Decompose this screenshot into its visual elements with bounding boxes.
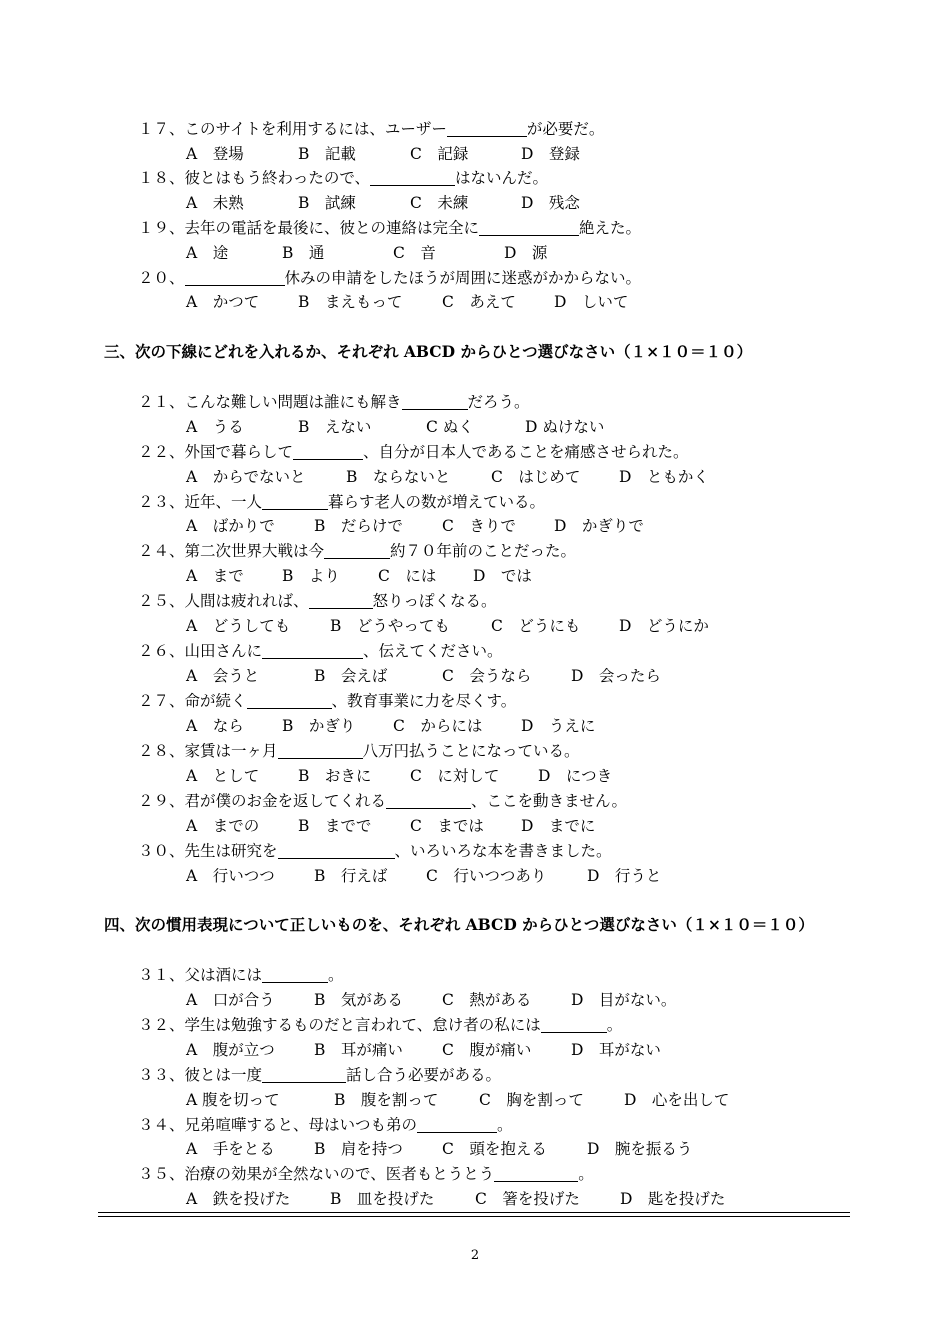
option-c: C までは	[410, 817, 484, 835]
option-d: D 目がない。	[571, 991, 677, 1009]
option-c: C 記録	[410, 145, 469, 163]
option-d: D までに	[521, 817, 596, 835]
question-19: １９、去年の電話を最後に、彼との連絡は完全に 絶えた。	[138, 219, 642, 237]
question-32: ３２、学生は勉強するものだと言われて、怠け者の私には 。	[138, 1016, 623, 1034]
option-d: D では	[473, 567, 532, 585]
option-a: A うる	[186, 418, 244, 436]
option-b: B 気がある	[314, 991, 403, 1009]
section-heading-4: 四、次の慣用表現について正しいものを、それぞれ ABCD からひとつ選びなさい（１×１０＝１０）	[104, 915, 814, 934]
option-a: A 途	[186, 244, 229, 262]
option-d: D につき	[538, 767, 613, 785]
option-a: A どうしても	[186, 617, 291, 635]
answer-blank	[447, 120, 527, 137]
option-a: A までの	[186, 817, 260, 835]
option-b: B ならないと	[346, 468, 451, 486]
section-heading-3: 三、次の下線にどれを入れるか、それぞれ ABCD からひとつ選びなさい（１×１０＝１０）	[104, 342, 753, 361]
question-27: ２７、命が続く 、教育事業に力を尽くす。	[138, 692, 517, 710]
question-30: ３０、先生は研究を 、いろいろな本を書きました。	[138, 842, 612, 860]
option-a: A まで	[186, 567, 244, 585]
option-c: C 熱がある	[442, 991, 532, 1009]
question-31: ３１、父は酒には 。	[138, 966, 344, 984]
option-a: A ばかりで	[186, 517, 275, 535]
option-a: A として	[186, 767, 260, 785]
answer-blank	[247, 692, 332, 709]
option-a: A かつて	[186, 293, 260, 311]
option-d: D 心を出して	[624, 1091, 730, 1109]
option-b: B 耳が痛い	[314, 1041, 403, 1059]
question-20: ２０、 休みの申請をしたほうが周囲に迷惑がかからない。	[138, 269, 642, 287]
option-b: B 試練	[298, 194, 356, 212]
option-c: C 未練	[410, 194, 469, 212]
footer-rule	[98, 1212, 850, 1213]
option-a: A なら	[186, 717, 244, 735]
option-c: C あえて	[442, 293, 516, 311]
option-a: A 未熟	[186, 194, 244, 212]
question-34: ３４、兄弟喧嘩すると、母はいつも弟の 。	[138, 1116, 513, 1134]
option-a: A 鉄を投げた	[186, 1190, 291, 1208]
question-28: ２８、家賃は一ヶ月 八万円払うことになっている。	[138, 742, 580, 760]
answer-blank	[370, 169, 455, 186]
option-c: C 箸を投げた	[475, 1190, 580, 1208]
answer-blank	[262, 493, 328, 510]
option-c: C 腹が痛い	[442, 1041, 532, 1059]
question-29: ２９、君が僕のお金を返してくれる 、ここを動きません。	[138, 792, 627, 810]
answer-blank	[479, 219, 579, 236]
answer-blank	[309, 592, 373, 609]
option-b: B だらけで	[314, 517, 403, 535]
option-b: B 腹を割って	[334, 1091, 439, 1109]
option-c: C はじめて	[491, 468, 581, 486]
question-23: ２３、近年、一人 暮らす老人の数が増えている。	[138, 493, 546, 511]
option-b: B えない	[298, 418, 372, 436]
option-b: B 肩を持つ	[314, 1140, 403, 1158]
option-b: B 記載	[298, 145, 356, 163]
option-d: D 源	[504, 244, 548, 262]
question-18: １８、彼とはもう終わったので、 はないんだ。	[138, 169, 549, 187]
option-b: B 会えば	[314, 667, 388, 685]
option-c: C ぬく	[426, 418, 474, 436]
question-22: ２２、外国で暮らして 、自分が日本人であることを痛感させられた。	[138, 443, 689, 461]
option-a: A 腹を切って	[186, 1091, 280, 1109]
option-c: C 胸を割って	[479, 1091, 584, 1109]
answer-blank	[324, 542, 390, 559]
answer-blank	[262, 1066, 346, 1083]
option-d: D かぎりで	[554, 517, 644, 535]
option-d: D ぬけない	[525, 418, 605, 436]
answer-blank	[262, 642, 363, 659]
option-b: B より	[282, 567, 340, 585]
answer-blank	[262, 966, 328, 983]
option-d: D ともかく	[619, 468, 709, 486]
question-33: ３３、彼とは一度 話し合う必要がある。	[138, 1066, 502, 1084]
option-d: D 会ったら	[571, 667, 661, 685]
option-b: B まえもって	[298, 293, 403, 311]
option-a: A 腹が立つ	[186, 1041, 275, 1059]
option-c: C 行いつつあり	[426, 867, 547, 885]
option-d: D 登録	[521, 145, 580, 163]
page-number: 2	[470, 1248, 480, 1263]
option-c: C きりで	[442, 517, 516, 535]
question-17: １７、このサイトを利用するには、ユーザー が必要だ。	[138, 120, 605, 138]
option-b: B 行えば	[314, 867, 388, 885]
answer-blank	[541, 1016, 607, 1033]
option-c: C には	[378, 567, 437, 585]
option-a: A からでないと	[186, 468, 306, 486]
option-b: B どうやっても	[330, 617, 450, 635]
option-d: D 腕を振るう	[587, 1140, 693, 1158]
question-25: ２５、人間は疲れれば、 怒りっぽくなる。	[138, 592, 497, 610]
option-d: D 残念	[521, 194, 580, 212]
answer-blank	[417, 1116, 497, 1133]
option-c: C どうにも	[491, 617, 581, 635]
option-d: D 耳がない	[571, 1041, 661, 1059]
option-d: D うえに	[521, 717, 596, 735]
option-a: A 口が合う	[186, 991, 275, 1009]
answer-blank	[402, 393, 468, 410]
option-c: C 音	[393, 244, 436, 262]
option-b: B 通	[282, 244, 325, 262]
answer-blank	[185, 269, 285, 286]
option-a: A 登場	[186, 145, 244, 163]
option-d: D 匙を投げた	[620, 1190, 726, 1208]
answer-blank	[293, 443, 363, 460]
option-b: B 皿を投げた	[330, 1190, 435, 1208]
option-b: B までで	[298, 817, 372, 835]
option-b: B かぎり	[282, 717, 356, 735]
option-d: D しいて	[554, 293, 629, 311]
answer-blank	[386, 792, 471, 809]
question-35: ３５、治療の効果が全然ないので、医者もとうとう 。	[138, 1165, 594, 1183]
question-26: ２６、山田さんに 、伝えてください。	[138, 642, 503, 660]
option-d: D どうにか	[619, 617, 709, 635]
option-b: B おきに	[298, 767, 372, 785]
option-c: C 頭を抱える	[442, 1140, 547, 1158]
option-c: C に対して	[410, 767, 500, 785]
option-a: A 会うと	[186, 667, 260, 685]
option-c: C 会うなら	[442, 667, 532, 685]
option-c: C からには	[393, 717, 483, 735]
question-21: ２１、こんな難しい問題は誰にも解き だろう。	[138, 393, 530, 411]
option-a: A 手をとる	[186, 1140, 275, 1158]
answer-blank	[278, 842, 395, 859]
question-24: ２４、第二次世界大戦は今 約７０年前のことだった。	[138, 542, 577, 560]
answer-blank	[494, 1165, 578, 1182]
answer-blank	[278, 742, 363, 759]
option-a: A 行いつつ	[186, 867, 275, 885]
footer-rule-thin	[98, 1216, 850, 1217]
option-d: D 行うと	[587, 867, 662, 885]
